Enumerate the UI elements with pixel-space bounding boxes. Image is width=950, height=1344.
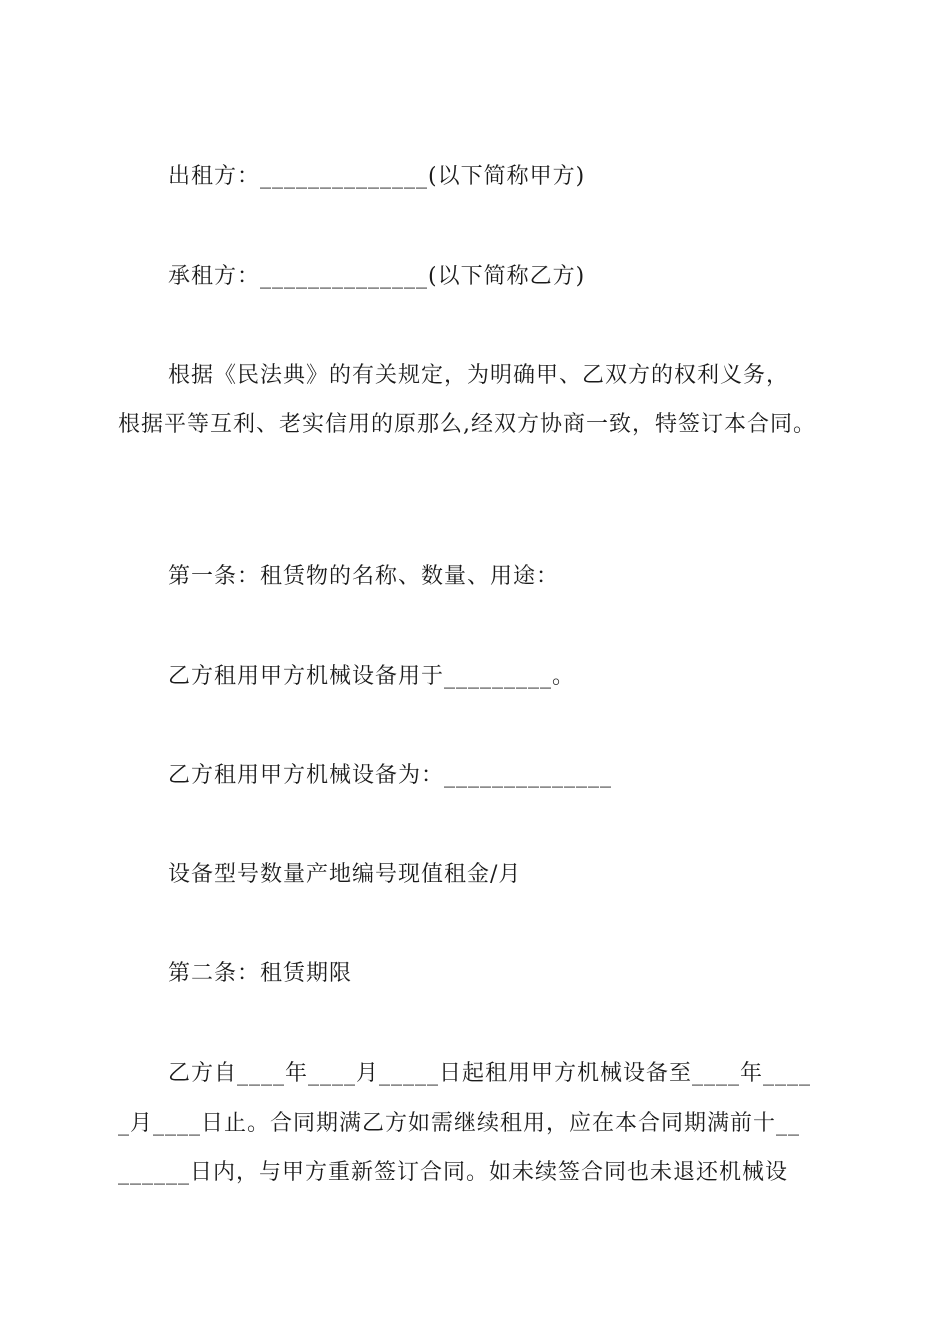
article2-line-2: _月____日止。合同期满乙方如需继续租用，应在本合同期满前十__ — [118, 1111, 801, 1136]
article1-usage-line: 乙方租用甲方机械设备用于_________。 — [168, 664, 576, 689]
article2-line-3: ______日内，与甲方重新签订合同。如未续签合同也未退还机械设 — [118, 1160, 789, 1185]
lessee-line: 承租方：______________(以下简称乙方) — [168, 264, 586, 289]
preamble-line-1: 根据《民法典》的有关规定，为明确甲、乙双方的权利义务， — [168, 363, 790, 388]
article2-heading: 第二条：租赁期限 — [168, 961, 353, 986]
article1-equipment-line: 乙方租用甲方机械设备为：______________ — [168, 763, 613, 788]
lessor-line: 出租方：______________(以下简称甲方) — [168, 164, 586, 189]
article2-line-1: 乙方自____年____月_____日起租用甲方机械设备至____年____ — [168, 1061, 812, 1086]
article1-heading: 第一条：租赁物的名称、数量、用途： — [168, 564, 560, 589]
article1-columns-line: 设备型号数量产地编号现值租金/月 — [168, 862, 522, 887]
preamble-line-2: 根据平等互利、老实信用的原那么,经双方协商一致，特签订本合同。 — [118, 412, 816, 437]
